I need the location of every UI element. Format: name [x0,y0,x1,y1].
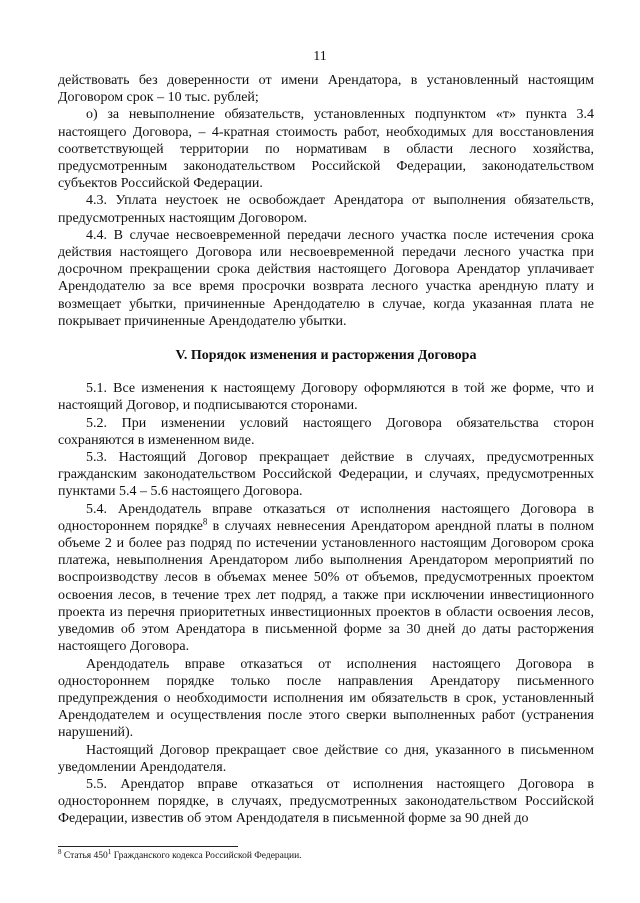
footnote [58,847,594,862]
paragraph-4-3: 4.3. Уплата неустоек не освобождает Арендатора от выполнения обязательств, предусмотренных настоящим Договором. [58,193,594,226]
paragraph-landlord-notice: Арендодатель вправе отказаться от исполнения настоящего Договора в одностороннем порядке только после направления Арендатору письменного предупреждения о необходимости исполнения им обязательств в срок, установленный Арендодателем и осуществления после этого сверки выполненных работ (устранения нарушений). [58,656,594,741]
paragraph-5-5: 5.5. Арендатор вправе отказаться от исполнения настоящего Договора в одностороннем порядке, в случаях, предусмотренных законодательством Российской Федерации, известив об этом Арендодателя в письменной форме за 90 дней до [58,776,594,827]
paragraph-5-4-text-end: в случаях невнесения Арендатором арендной платы в полном объеме 2 и более раз подряд по истечении установленного настоящим Договором срока платежа, невыполнения Арендатором либо выполнения Арендатором мероприятий по воспроизводству лесов в объемах менее 50% от объемов, предусмотренных проектом освоения лесов, в течение трех лет подряд, а также при исключении инвестиционного проекта из перечня приоритетных инвестиционных проектов в области освоения лесов, уведомив об этом Арендатора в письменной форме за 30 дней до даты расторжения настоящего Договора. [58,518,594,655]
page-number: 11 [313,49,327,64]
paragraph-continuation: действовать без доверенности от имени Арендатора, в установленный настоящим Договором срок – 10 тыс. рублей; [58,73,594,106]
paragraph-termination-date: Настоящий Договор прекращает свое действие со дня, указанного в письменном уведомлении Арендодателя. [58,742,594,775]
paragraph-5-2: 5.2. При изменении условий настоящего Договора обязательства сторон сохраняются в измененном виде. [58,415,594,448]
footnote-text-end: Гражданского кодекса Российской Федерации. [111,851,302,861]
footnote-reference: 8 [202,516,208,527]
footnote-marker: 8 [58,847,62,856]
document-body [58,72,594,828]
footnote-article-superscript: 1 [107,847,112,856]
paragraph-clause-o: о) за невыполнение обязательств, установленных подпунктом «т» пункта 3.4 настоящего Договора, – 4-кратная стоимость работ, необходимых для восстановления соответствующей территории по нормативам в области лесного хозяйства, предусмотренным законодательством Российской Федерации, законодательством субъектов Российской Федерации. [58,107,594,192]
footnote-separator [58,846,238,847]
paragraph-5-4-text-start: 5.4. Арендодатель вправе отказаться от исполнения настоящего Договора в одностороннем порядке [58,501,594,534]
paragraph-4-4: 4.4. В случае несвоевременной передачи лесного участка после истечения срока действия настоящего Договора или несвоевременной передачи лесного участка при досрочном прекращении срока действия настоящего Договора Арендатор уплачивает Арендодателю за все время просрочки возврата лесного участка арендную плату и возмещает убытки, причиненные Арендодателю в случае, когда указанная плата не покрывает причиненные Арендодателю убытки. [58,227,594,329]
paragraph-5-3: 5.3. Настоящий Договор прекращает действие в случаях, предусмотренных гражданским законодательством Российской Федерации, и случаях, предусмотренных пунктами 5.4 – 5.6 настоящего Договора. [58,450,594,500]
footnote-text-start: Статья 450 [61,851,108,861]
section-heading: V. Порядок изменения и расторжения Договора [175,348,477,364]
paragraph-5-4 [58,501,594,656]
paragraph-5-1: 5.1. Все изменения к настоящему Договору оформляются в той же форме, что и настоящий Договор, и подписываются сторонами. [58,381,594,414]
